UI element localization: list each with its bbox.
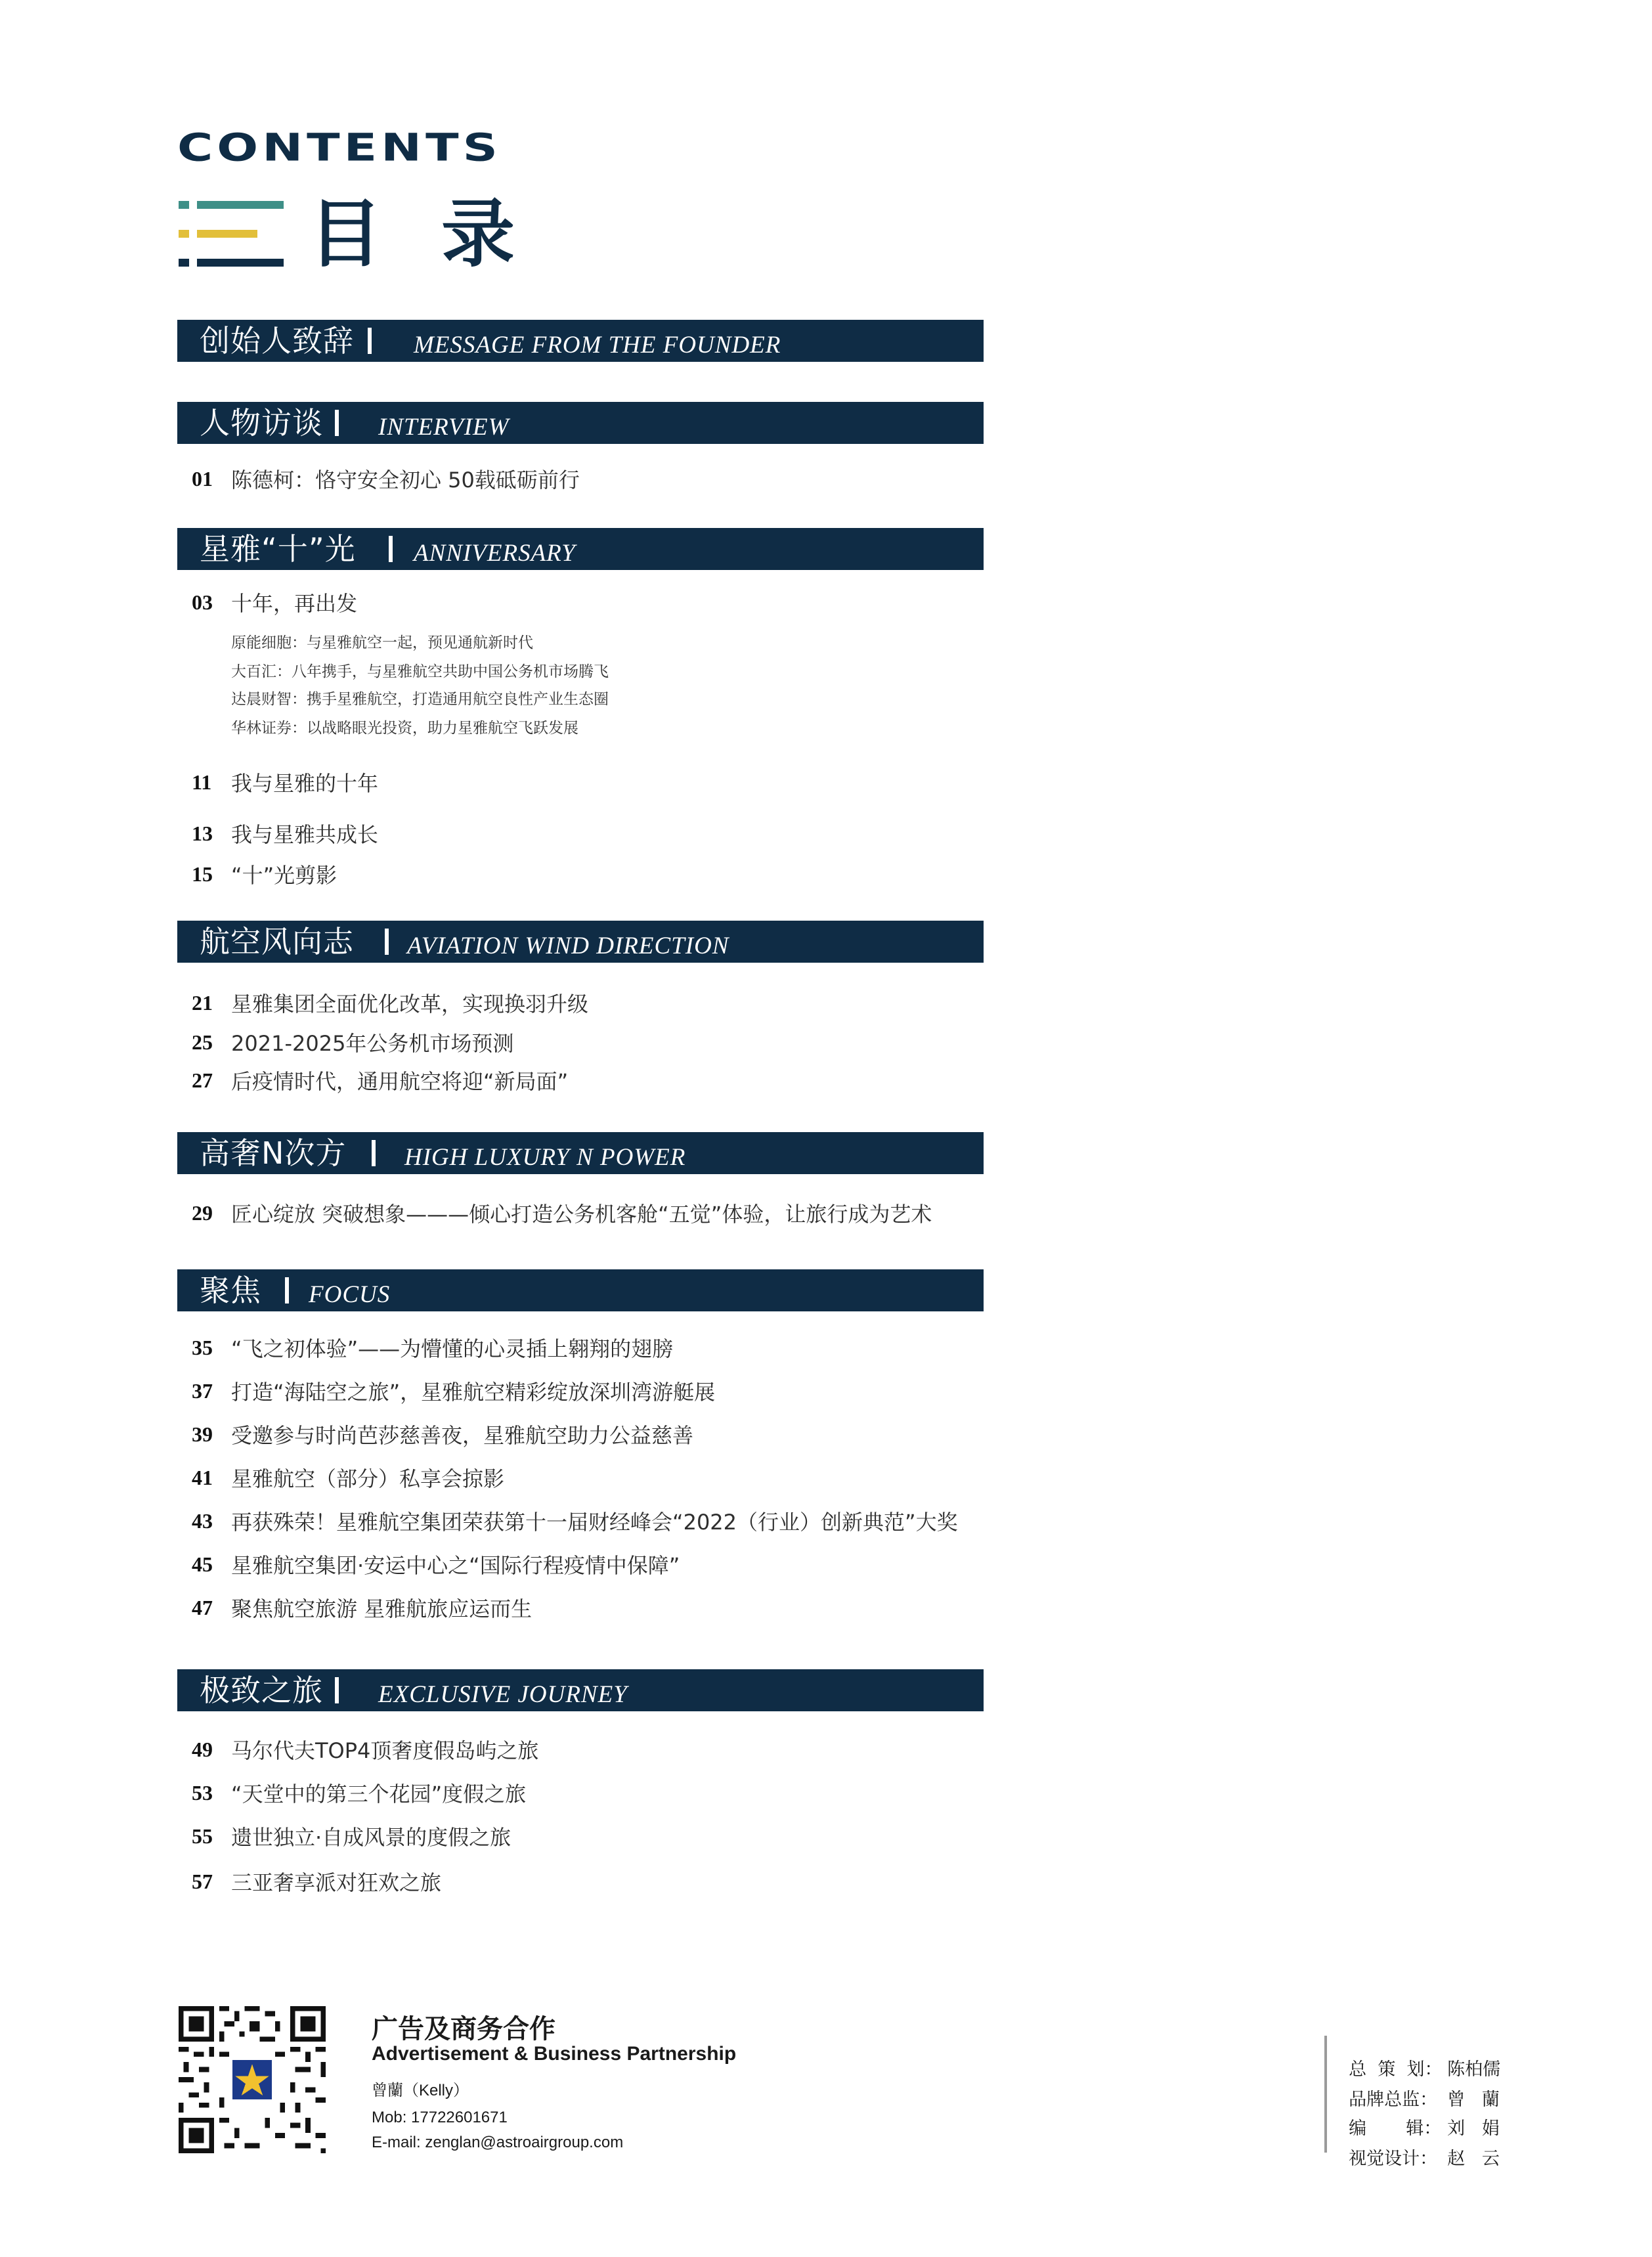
page-number: 29 bbox=[192, 1200, 213, 1225]
toc-entry[interactable] bbox=[192, 1734, 538, 1767]
page-number: 37 bbox=[192, 1378, 213, 1403]
page-number: 47 bbox=[192, 1595, 213, 1619]
section-divider bbox=[285, 1277, 289, 1304]
credit-row bbox=[1337, 2124, 1500, 2170]
toc-entry[interactable] bbox=[192, 1821, 511, 1854]
section-header-founder[interactable] bbox=[177, 320, 984, 362]
toc-entry[interactable] bbox=[192, 1506, 958, 1539]
section-header-anniversary[interactable] bbox=[177, 528, 984, 570]
section-title-en: AVIATION WIND DIRECTION bbox=[407, 932, 729, 959]
toc-entry[interactable] bbox=[192, 1778, 526, 1810]
entry-title: 三亚奢享派对狂欢之旅 bbox=[231, 1870, 442, 1895]
qr-code-icon[interactable] bbox=[179, 2006, 326, 2153]
entry-title: 星雅集团全面优化改革，实现换羽升级 bbox=[231, 992, 589, 1017]
section-title-en: INTERVIEW bbox=[378, 414, 510, 441]
credit-label: 编 辑： bbox=[1349, 2118, 1442, 2139]
toc-entry[interactable] bbox=[192, 1027, 513, 1060]
entry-title: 星雅航空集团·安运中心之“国际行程疫情中保障” bbox=[231, 1553, 680, 1578]
toc-entry[interactable] bbox=[192, 988, 588, 1020]
contact-email[interactable]: E-mail: zenglan@astroairgroup.com bbox=[372, 2134, 624, 2151]
toc-entry[interactable] bbox=[192, 1198, 932, 1231]
toc-entry[interactable] bbox=[192, 1376, 715, 1409]
entry-title: 匠心绽放 突破想象———倾心打造公务机客舱“五觉”体验，让旅行成为艺术 bbox=[231, 1202, 932, 1227]
entry-title: 陈德柯：恪守安全初心 50载砥砺前行 bbox=[231, 468, 580, 493]
credit-label: 品牌总监： bbox=[1349, 2090, 1438, 2110]
section-header-luxury[interactable] bbox=[177, 1132, 984, 1174]
toc-entry[interactable] bbox=[192, 587, 357, 620]
section-header-journey[interactable] bbox=[177, 1669, 984, 1711]
entry-title: 我与星雅共成长 bbox=[231, 822, 379, 847]
section-divider bbox=[335, 410, 339, 436]
page-title: 目录 bbox=[309, 192, 574, 277]
section-divider bbox=[368, 328, 372, 354]
ad-title-en: Advertisement & Business Partnership bbox=[372, 2043, 737, 2065]
entry-title: 十年，再出发 bbox=[231, 591, 358, 616]
page-number: 45 bbox=[192, 1552, 213, 1576]
section-title-cn: 航空风向志 bbox=[200, 924, 354, 959]
section-header-interview[interactable] bbox=[177, 402, 984, 444]
page-number: 35 bbox=[192, 1335, 213, 1359]
section-title-cn: 创始人致辞 bbox=[200, 323, 354, 359]
entry-title: 打造“海陆空之旅”，星雅航空精彩绽放深圳湾游艇展 bbox=[231, 1380, 716, 1405]
credit-value: 曾 蘭 bbox=[1447, 2090, 1500, 2110]
section-title-cn: 极致之旅 bbox=[200, 1673, 323, 1708]
section-divider bbox=[372, 1140, 376, 1166]
contact-mobile[interactable]: Mob: 17722601671 bbox=[372, 2109, 508, 2126]
sub-entry[interactable]: 华林证券：以战略眼光投资，助力星雅航空飞跃发展 bbox=[231, 720, 578, 737]
ad-title-cn: 广告及商务合作 bbox=[372, 2014, 555, 2044]
contact-name: 曾蘭（Kelly） bbox=[372, 2082, 469, 2099]
page-number: 01 bbox=[192, 466, 213, 491]
section-divider bbox=[335, 1677, 339, 1703]
toc-entry[interactable] bbox=[192, 1332, 673, 1365]
section-title-cn: 高奢N次方 bbox=[200, 1135, 347, 1171]
section-title-en: MESSAGE FROM THE FOUNDER bbox=[414, 332, 781, 359]
page-number: 55 bbox=[192, 1824, 213, 1848]
entry-title: “飞之初体验”——为懵懂的心灵插上翱翔的翅膀 bbox=[231, 1336, 674, 1361]
section-divider bbox=[385, 929, 389, 955]
sub-entry[interactable]: 大百汇：八年携手，与星雅航空共助中国公务机市场腾飞 bbox=[231, 663, 609, 680]
entry-title: 星雅航空（部分）私享会掠影 bbox=[231, 1466, 505, 1491]
page-number: 21 bbox=[192, 990, 213, 1015]
page-number: 27 bbox=[192, 1068, 213, 1092]
entry-title: 马尔代夫TOP4顶奢度假岛屿之旅 bbox=[231, 1738, 539, 1763]
toc-entry[interactable] bbox=[192, 1549, 680, 1582]
page-number: 03 bbox=[192, 590, 213, 614]
contents-heading: CONTENTS bbox=[177, 125, 502, 170]
entry-title: 我与星雅的十年 bbox=[231, 771, 379, 796]
entry-title: 聚焦航空旅游 星雅航旅应运而生 bbox=[231, 1596, 533, 1621]
page-number: 15 bbox=[192, 862, 213, 886]
page-number: 53 bbox=[192, 1780, 213, 1805]
page-number: 39 bbox=[192, 1422, 213, 1446]
page-number: 57 bbox=[192, 1869, 213, 1893]
sub-entry[interactable]: 原能细胞：与星雅航空一起，预见通航新时代 bbox=[231, 634, 533, 651]
section-divider bbox=[389, 536, 393, 562]
entry-title: 2021-2025年公务机市场预测 bbox=[231, 1031, 514, 1056]
section-title-cn: 聚焦 bbox=[200, 1273, 261, 1308]
section-title-en: HIGH LUXURY N POWER bbox=[404, 1144, 686, 1171]
credit-value: 陈柏儒 bbox=[1447, 2059, 1501, 2080]
toc-entry[interactable] bbox=[192, 464, 580, 496]
credit-value: 赵 云 bbox=[1447, 2149, 1500, 2169]
toc-entry[interactable] bbox=[192, 767, 378, 800]
toc-entry[interactable] bbox=[192, 1462, 504, 1495]
toc-entry[interactable] bbox=[192, 818, 378, 851]
section-title-en: EXCLUSIVE JOURNEY bbox=[378, 1681, 628, 1708]
credit-label: 视觉设计： bbox=[1349, 2149, 1438, 2169]
sub-entry[interactable]: 达晨财智：携手星雅航空，打造通用航空良性产业生态圈 bbox=[231, 691, 609, 708]
entry-title: “天堂中的第三个花园”度假之旅 bbox=[231, 1782, 527, 1807]
page-number: 43 bbox=[192, 1508, 213, 1533]
toc-entry[interactable] bbox=[192, 1592, 532, 1625]
page-number: 11 bbox=[192, 770, 212, 794]
toc-entry[interactable] bbox=[192, 1419, 693, 1452]
credit-value: 刘 娟 bbox=[1447, 2118, 1500, 2139]
toc-entry[interactable] bbox=[192, 1866, 441, 1899]
section-title-en: FOCUS bbox=[309, 1281, 391, 1308]
page-number: 49 bbox=[192, 1737, 213, 1761]
section-title-cn: 人物访谈 bbox=[200, 405, 323, 441]
section-title-cn: 星雅“十”光 bbox=[200, 531, 356, 567]
toc-entry[interactable] bbox=[192, 859, 337, 892]
credits-divider bbox=[1324, 2036, 1327, 2153]
entry-title: 受邀参与时尚芭莎慈善夜，星雅航空助力公益慈善 bbox=[231, 1423, 694, 1448]
page-number: 13 bbox=[192, 821, 213, 845]
entry-title: 后疫情时代，通用航空将迎“新局面” bbox=[231, 1069, 569, 1094]
page-number: 25 bbox=[192, 1030, 213, 1054]
entry-title: “十”光剪影 bbox=[231, 863, 337, 888]
entry-title: 遗世独立·自成风景的度假之旅 bbox=[231, 1825, 511, 1850]
entry-title: 再获殊荣！星雅航空集团荣获第十一届财经峰会“2022（行业）创新典范”大奖 bbox=[231, 1510, 958, 1535]
page-number: 41 bbox=[192, 1465, 213, 1489]
section-header-focus[interactable] bbox=[177, 1269, 984, 1311]
toc-entry[interactable] bbox=[192, 1065, 568, 1098]
section-header-aviation[interactable] bbox=[177, 921, 984, 963]
section-title-en: ANNIVERSARY bbox=[414, 540, 576, 567]
credit-label: 总 策 划： bbox=[1349, 2059, 1443, 2080]
